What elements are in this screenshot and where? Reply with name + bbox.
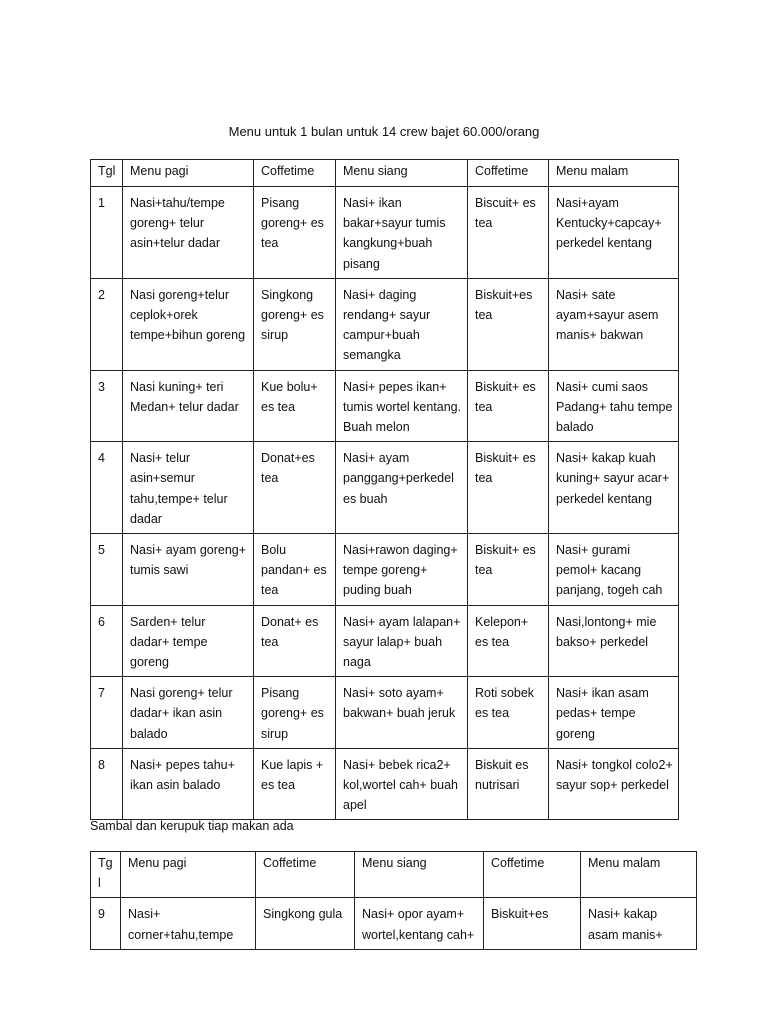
column-header: Coffetime: [256, 852, 355, 898]
column-header: Menu siang: [336, 160, 468, 187]
table-cell: Nasi+ tongkol colo2+ sayur sop+ perkedel: [549, 748, 679, 820]
table-cell: 9: [91, 898, 121, 949]
column-header: Menu pagi: [121, 852, 256, 898]
table-cell: 4: [91, 442, 123, 534]
table-cell: Biskuit+ es tea: [468, 442, 549, 534]
table-cell: Nasi+ pepes tahu+ ikan asin balado: [123, 748, 254, 820]
table-cell: 5: [91, 534, 123, 606]
table-cell: Roti sobek es tea: [468, 677, 549, 749]
document-title: Menu untuk 1 bulan untuk 14 crew bajet 60.000/orang: [228, 124, 540, 139]
footnote: Sambal dan kerupuk tiap makan ada: [90, 819, 294, 833]
header-row: [91, 852, 697, 898]
table-cell: Nasi+ ayam panggang+perkedel es buah: [336, 442, 468, 534]
column-header: Coffetime: [468, 160, 549, 187]
table-cell: 1: [91, 187, 123, 279]
table-row: [91, 442, 679, 534]
column-header: Menu pagi: [123, 160, 254, 187]
table-cell: Nasi+ corner+tahu,tempe: [121, 898, 256, 949]
table-row: [91, 278, 679, 370]
column-header: Tgl: [91, 852, 121, 898]
table-cell: Nasi goreng+ telur dadar+ ikan asin balado: [123, 677, 254, 749]
table-cell: Pisang goreng+ es sirup: [254, 677, 336, 749]
table-cell: Nasi+ opor ayam+ wortel,kentang cah+: [355, 898, 484, 949]
table-cell: Nasi+ ayam goreng+ tumis sawi: [123, 534, 254, 606]
menu-table-2: [90, 851, 697, 950]
table-cell: Bolu pandan+ es tea: [254, 534, 336, 606]
table-cell: Nasi+ ayam lalapan+ sayur lalap+ buah naga: [336, 605, 468, 677]
table-cell: Singkong goreng+ es sirup: [254, 278, 336, 370]
table-cell: Nasi+tahu/tempe goreng+ telur asin+telur dadar: [123, 187, 254, 279]
table-cell: 2: [91, 278, 123, 370]
header-row: [91, 160, 679, 187]
table-cell: Singkong gula: [256, 898, 355, 949]
column-header: Menu siang: [355, 852, 484, 898]
column-header: Coffetime: [254, 160, 336, 187]
table-row: [91, 898, 697, 949]
table-cell: Kue bolu+ es tea: [254, 370, 336, 442]
table-cell: Nasi+ daging rendang+ sayur campur+buah semangka: [336, 278, 468, 370]
table-row: [91, 748, 679, 820]
column-header: Menu malam: [581, 852, 697, 898]
table-cell: Nasi kuning+ teri Medan+ telur dadar: [123, 370, 254, 442]
table-row: [91, 677, 679, 749]
table-cell: Nasi+ pepes ikan+ tumis wortel kentang. Buah melon: [336, 370, 468, 442]
table-cell: 6: [91, 605, 123, 677]
column-header: Menu malam: [549, 160, 679, 187]
table-row: [91, 370, 679, 442]
table-cell: 3: [91, 370, 123, 442]
table-cell: 7: [91, 677, 123, 749]
table-cell: Biscuit+ es tea: [468, 187, 549, 279]
table-cell: 8: [91, 748, 123, 820]
table-cell: Biskuit es nutrisari: [468, 748, 549, 820]
column-header: Coffetime: [484, 852, 581, 898]
table-cell: Nasi+ bebek rica2+ kol,wortel cah+ buah apel: [336, 748, 468, 820]
table-row: [91, 534, 679, 606]
table-cell: Kue lapis + es tea: [254, 748, 336, 820]
table-cell: Nasi+ telur asin+semur tahu,tempe+ telur dadar: [123, 442, 254, 534]
table-cell: Nasi+ sate ayam+sayur asem manis+ bakwan: [549, 278, 679, 370]
table-cell: Sarden+ telur dadar+ tempe goreng: [123, 605, 254, 677]
table-cell: Biskuit+ es tea: [468, 534, 549, 606]
table-cell: Nasi+rawon daging+ tempe goreng+ puding buah: [336, 534, 468, 606]
table-row: [91, 605, 679, 677]
table-cell: Nasi+ayam Kentucky+capcay+ perkedel kentang: [549, 187, 679, 279]
table-cell: Nasi goreng+telur ceplok+orek tempe+bihun goreng: [123, 278, 254, 370]
table-row: [91, 187, 679, 279]
table-cell: Nasi+ kakap asam manis+: [581, 898, 697, 949]
table-cell: Nasi,lontong+ mie bakso+ perkedel: [549, 605, 679, 677]
table-cell: Pisang goreng+ es tea: [254, 187, 336, 279]
table-cell: Nasi+ gurami pemol+ kacang panjang, togeh cah: [549, 534, 679, 606]
column-header: Tgl: [91, 160, 123, 187]
table-cell: Nasi+ ikan bakar+sayur tumis kangkung+buah pisang: [336, 187, 468, 279]
table-cell: Nasi+ ikan asam pedas+ tempe goreng: [549, 677, 679, 749]
table-cell: Kelepon+ es tea: [468, 605, 549, 677]
table-cell: Nasi+ soto ayam+ bakwan+ buah jeruk: [336, 677, 468, 749]
table-cell: Donat+ es tea: [254, 605, 336, 677]
table-cell: Donat+es tea: [254, 442, 336, 534]
menu-table-1: [90, 159, 679, 820]
table-cell: Nasi+ kakap kuah kuning+ sayur acar+ perkedel kentang: [549, 442, 679, 534]
table-cell: Biskuit+es tea: [468, 278, 549, 370]
table-cell: Biskuit+ es tea: [468, 370, 549, 442]
table-cell: Nasi+ cumi saos Padang+ tahu tempe balado: [549, 370, 679, 442]
table-cell: Biskuit+es: [484, 898, 581, 949]
